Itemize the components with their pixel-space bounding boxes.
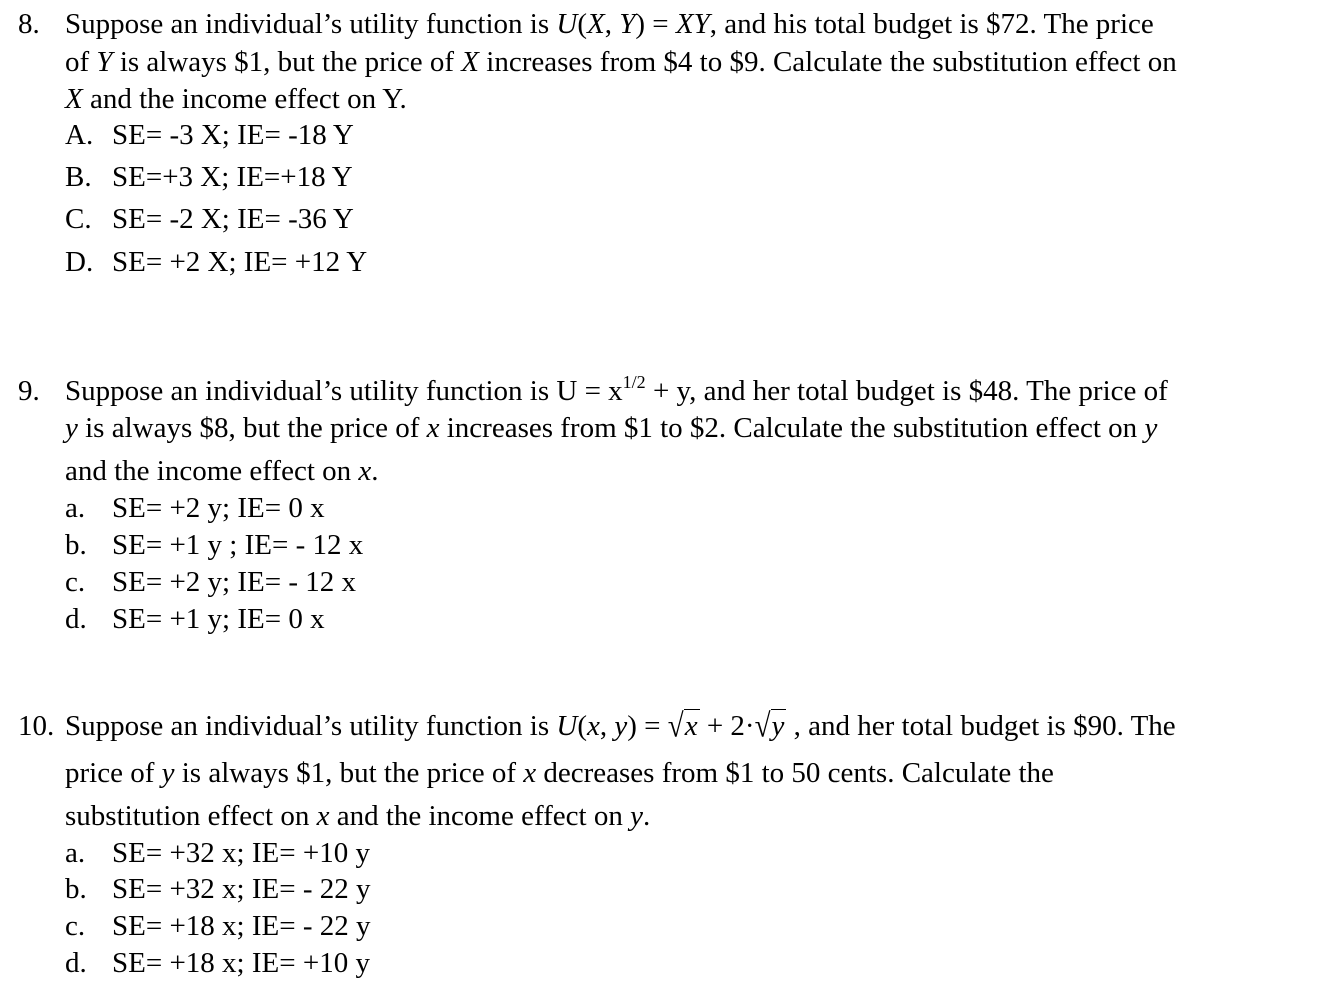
option-text: SE= +18 x; IE= +10 y	[112, 947, 370, 979]
option-letter: B.	[65, 161, 92, 193]
option-letter: d.	[65, 603, 87, 635]
option-letter: A.	[65, 119, 94, 151]
option-letter: d.	[65, 947, 87, 979]
question-text-line: of Y is always $1, but the price of X increases from $4 to $9. Calculate the substitution effect on	[65, 46, 1177, 78]
option-letter: c.	[65, 566, 86, 598]
question-text-line: y is always $8, but the price of x increases from $1 to $2. Calculate the substitution effect on y	[65, 412, 1158, 444]
question-text-line: substitution effect on x and the income effect on y.	[65, 800, 651, 832]
option-letter: a.	[65, 492, 86, 524]
question-number: 10.	[18, 710, 55, 742]
option-letter: a.	[65, 837, 86, 869]
question-text-line: price of y is always $1, but the price of x decreases from $1 to 50 cents. Calculate the	[65, 757, 1054, 789]
option-letter: c.	[65, 910, 86, 942]
option-text: SE= +2 y; IE= - 12 x	[112, 566, 356, 598]
option-text: SE= +32 x; IE= +10 y	[112, 837, 370, 869]
option-text: SE= +1 y; IE= 0 x	[112, 603, 325, 635]
question-text-line: and the income effect on x.	[65, 455, 379, 487]
question-text-line: Suppose an individual’s utility function is U(X, Y) = XY, and his total budget is $72. The price	[65, 8, 1154, 40]
option-letter: b.	[65, 529, 87, 561]
option-text: SE= +18 x; IE= - 22 y	[112, 910, 371, 942]
question-text-line: Suppose an individual’s utility function is U(x, y) = √x + 2·√y , and her total budget is $90. The	[65, 707, 1176, 745]
option-text: SE=+3 X; IE=+18 Y	[112, 161, 353, 193]
option-letter: C.	[65, 203, 92, 235]
option-letter: b.	[65, 873, 87, 905]
question-number: 8.	[18, 8, 40, 40]
option-text: SE= -2 X; IE= -36 Y	[112, 203, 354, 235]
square-root: √x	[667, 707, 698, 745]
option-text: SE= +2 y; IE= 0 x	[112, 492, 325, 524]
question-number: 9.	[18, 375, 40, 407]
option-letter: D.	[65, 246, 94, 278]
exponent: 1/2	[622, 372, 646, 392]
option-text: SE= +1 y ; IE= - 12 x	[112, 529, 364, 561]
question-text-line: Suppose an individual’s utility function is $U = x^{1/2} + y$, and her total budget is $48. The price of	[65, 372, 1168, 407]
option-text: SE= -3 X; IE= -18 Y	[112, 119, 354, 151]
option-text: SE= +2 X; IE= +12 Y	[112, 246, 368, 278]
question-text-line: X and the income effect on Y.	[65, 83, 407, 115]
square-root: √y	[754, 707, 785, 745]
option-text: SE= +32 x; IE= - 22 y	[112, 873, 371, 905]
